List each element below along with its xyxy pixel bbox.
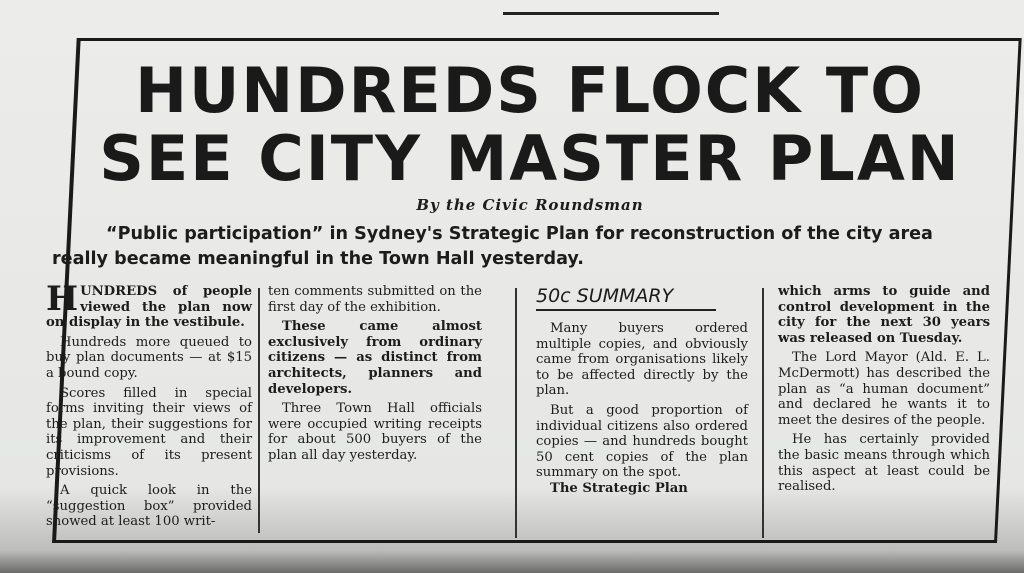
- column-divider: [258, 288, 260, 533]
- paragraph: which arms to guide and control development in the city for the next 30 years was released on Tuesday.: [778, 284, 990, 346]
- paragraph: Scores filled in special forms inviting their views of the plan, their suggestions for its improvement and their criticisms of its present provisions.: [46, 385, 252, 479]
- column-4: [778, 284, 990, 499]
- paragraph: Hundreds more queued to buy plan documents — at $15 a bound copy.: [46, 334, 252, 381]
- headline-line-1: HUNDREDS FLOCK TO: [135, 54, 925, 127]
- paragraph: These came almost exclusively from ordinary citizens — as distinct from architects, planners and developers.: [268, 319, 482, 397]
- drop-cap: H: [46, 279, 79, 319]
- column-divider: [762, 288, 764, 538]
- paragraph: But a good proportion of individual citizens also ordered copies — and hundreds bought 50 cent copies of the plan summary on the spot.: [536, 402, 748, 481]
- paragraph: He has certainly provided the basic means through which this aspect at least could be realised.: [778, 432, 990, 495]
- subheading: 50c SUMMARY: [536, 284, 716, 311]
- paragraph: Three Town Hall officials were occupied writing receipts for about 500 buyers of the plan all day yesterday.: [268, 401, 482, 463]
- column-3: [536, 284, 748, 501]
- paragraph: ten comments submitted on the first day of the exhibition.: [268, 284, 482, 315]
- paragraph: A quick look in the “suggestion box” provided showed at least 100 writ-: [46, 483, 252, 530]
- column-1: [46, 279, 252, 534]
- headline-line-2: SEE CITY MASTER PLAN: [99, 122, 961, 195]
- paragraph-text: UNDREDS of people viewed the plan now on display in the vestibule.: [46, 284, 252, 331]
- lede-paragraph: “Public participation” in Sydney's Strategic Plan for reconstruction of the city area really became meaningful in the Town Hall yesterday.: [52, 224, 933, 269]
- column-divider: [515, 288, 517, 538]
- paragraph: [46, 279, 252, 331]
- column-2: [268, 284, 482, 468]
- paragraph: The Lord Mayor (Ald. E. L. McDermott) has described the plan as “a human document” and declared he wants it to meet the desires of the people.: [778, 350, 990, 428]
- top-rule: [503, 12, 719, 15]
- paragraph: Many buyers ordered multiple copies, and obviously came from organisations likely to be affected directly by the plan.: [536, 321, 748, 399]
- byline: By the Civic Roundsman: [416, 196, 644, 214]
- paragraph: The Strategic Plan: [550, 480, 688, 496]
